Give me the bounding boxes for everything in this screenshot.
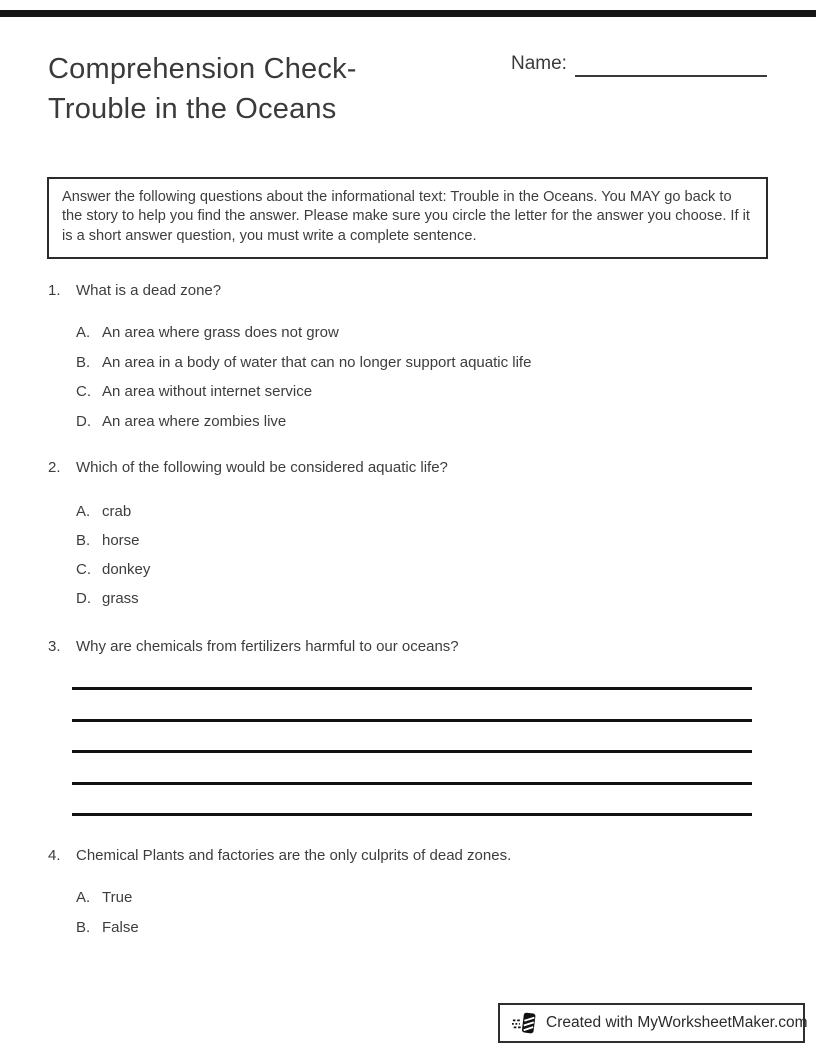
choice-1c-letter: C. xyxy=(76,383,91,400)
question-3-row xyxy=(48,637,768,657)
choice-2c[interactable] xyxy=(76,560,768,580)
choice-2d[interactable] xyxy=(76,589,768,609)
name-field-area xyxy=(511,51,767,77)
question-2 xyxy=(48,458,768,618)
question-2-text: Which of the following would be considered aquatic life? xyxy=(76,459,448,476)
page-top-rule xyxy=(0,10,816,17)
choice-1a-text: An area where grass does not grow xyxy=(102,324,339,341)
answer-write-line[interactable] xyxy=(72,750,752,753)
footer-credit-badge xyxy=(498,1003,808,1043)
choice-4a-text: True xyxy=(102,889,133,906)
choice-2b-letter: B. xyxy=(76,532,91,549)
question-3-text: Why are chemicals from fertilizers harmful to our oceans? xyxy=(76,638,459,655)
answer-write-line[interactable] xyxy=(72,782,752,785)
choice-1b-text: An area in a body of water that can no longer support aquatic life xyxy=(102,353,532,371)
choice-4a-letter: A. xyxy=(76,889,91,906)
choice-4b-text: False xyxy=(102,919,139,936)
instruction-text: Answer the following questions about the informational text: Trouble in the Oceans. You MAY go back to the story to help you find the answer. Please make sure you circle the letter for the answer you choose. If it is a short answer question, you must write a complete sentence. xyxy=(62,189,750,244)
choice-1c-text: An area without internet service xyxy=(102,383,313,400)
answer-write-line[interactable] xyxy=(72,813,752,816)
choice-4b-letter: B. xyxy=(76,919,91,936)
choice-4a-true[interactable] xyxy=(76,888,768,908)
choice-2d-text: grass xyxy=(102,590,139,607)
choice-2a-text: crab xyxy=(102,503,132,520)
question-4 xyxy=(48,846,768,948)
choice-1d-letter: D. xyxy=(76,412,91,430)
choice-4b-false[interactable] xyxy=(76,918,768,938)
choice-2a-letter: A. xyxy=(76,503,91,520)
page-title-line1: Comprehension Check- xyxy=(48,53,357,85)
choice-1a[interactable] xyxy=(76,323,768,343)
name-write-line[interactable] xyxy=(575,51,767,77)
question-4-text: Chemical Plants and factories are the only culprits of dead zones. xyxy=(76,847,512,864)
question-1-text: What is a dead zone? xyxy=(76,282,222,299)
question-2-choices xyxy=(48,502,768,609)
question-4-row xyxy=(48,846,768,866)
answer-write-line[interactable] xyxy=(72,719,752,722)
question-1-number: 1. xyxy=(48,282,61,299)
question-3 xyxy=(48,637,768,845)
question-2-number: 2. xyxy=(48,459,61,476)
choice-2c-letter: C. xyxy=(76,561,91,578)
answer-write-line[interactable] xyxy=(72,687,752,690)
page-title-line2: Trouble in the Oceans xyxy=(48,93,337,125)
choice-1c[interactable] xyxy=(76,382,768,402)
page-title xyxy=(48,49,357,129)
question-1-row xyxy=(48,281,768,301)
question-1-choices xyxy=(48,323,768,432)
choice-1a-letter: A. xyxy=(76,324,91,341)
choice-1b[interactable] xyxy=(76,353,768,373)
choice-2c-text: donkey xyxy=(102,561,151,578)
question-3-number: 3. xyxy=(48,638,61,655)
question-3-answer-area xyxy=(72,687,768,816)
name-label: Name: xyxy=(511,53,567,74)
worksheet-maker-logo-icon xyxy=(512,1009,538,1037)
choice-2b[interactable] xyxy=(76,531,768,551)
choice-2a[interactable] xyxy=(76,502,768,522)
question-4-number: 4. xyxy=(48,847,61,864)
question-4-choices xyxy=(48,888,768,938)
choice-1d[interactable] xyxy=(76,412,768,432)
footer-credit-text: Created with MyWorksheetMaker.com xyxy=(546,1014,808,1031)
choice-1d-text: An area where zombies live xyxy=(102,412,287,430)
choice-1b-letter: B. xyxy=(76,353,91,371)
question-2-row xyxy=(48,458,768,478)
choice-2d-letter: D. xyxy=(76,590,91,607)
instruction-box xyxy=(47,177,768,259)
choice-2b-text: horse xyxy=(102,532,140,549)
question-1 xyxy=(48,281,768,441)
